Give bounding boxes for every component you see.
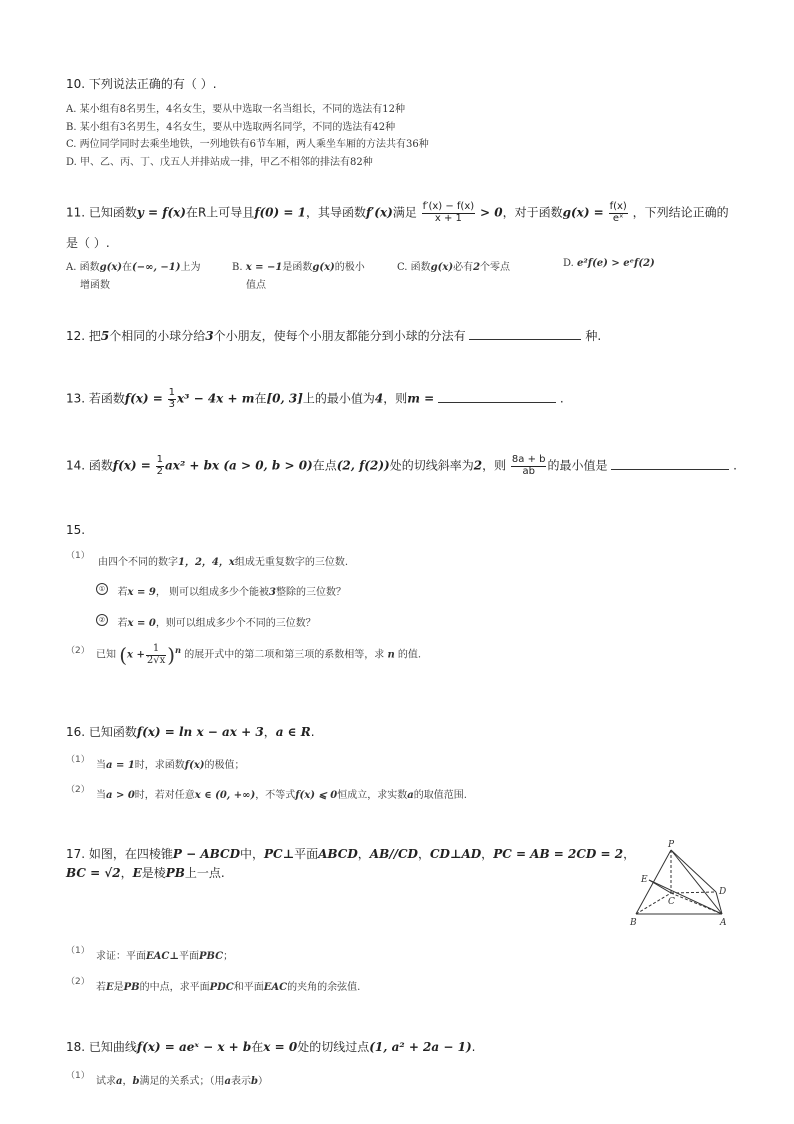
q14-answer-blank[interactable]	[611, 457, 729, 470]
edge-pd	[671, 850, 716, 892]
q15-part1: 由四个不同的数字1，2，4，x组成无重复数字的三位数.	[98, 557, 349, 568]
q15-title: 15.	[66, 523, 86, 537]
q16-part1-label: （1）	[66, 755, 90, 765]
edge-ec	[649, 880, 671, 893]
q12-stem: 12. 把5个相同的小球分给3个小朋友，使每个小朋友都能分到小球的分法有 种.	[66, 329, 602, 343]
q13-stem: 13. 若函数f(x) = $\frac{1}{3}$ x³ − 4x + m在[0, 3]上的最小值为4，则m = .	[66, 387, 564, 410]
q17-stem: 17. 如图，在四棱锥P − ABCD中，PC⊥平面ABCD，AB//CD，CD⊥AD，PC = AB = 2CD = 2，	[66, 847, 636, 861]
q10-stem: 10. 下列说法正确的有（ ）.	[66, 77, 217, 91]
q11-option-b: B. x = −1是函数g(x)的极小	[232, 262, 365, 273]
edge-ca-hidden	[671, 893, 722, 914]
edge-cd-hidden	[671, 892, 716, 893]
q17-part2: 若E是PB的中点，求平面PDC和平面EAC的夹角的余弦值.	[96, 982, 361, 993]
q16-stem: 16. 已知函数f(x) = ln x − ax + 3，a ∈ R.	[66, 725, 315, 739]
q17-pyramid-figure	[624, 838, 744, 930]
q13-answer-blank[interactable]	[438, 390, 556, 403]
q11-option-d: D. e²f(e) > eᵉf(2)	[563, 258, 655, 269]
q14-stem: 14. 函数f(x) = $\frac{1}{2}$ ax² + bx (a > 0, b > 0)在点(2, f(2))处的切线斜率为2，则 $\frac{8a + b}{ab}$ 的最小值是 .	[66, 454, 737, 477]
q16-part2-label: （2）	[66, 785, 90, 795]
edge-pa	[671, 850, 722, 914]
q10-option-c: C. 两位同学同时去乘坐地铁，一列地铁有6节车厢，两人乘坐车厢的方法共有36种	[66, 139, 429, 150]
q11-stem-line2: 是（ ）.	[66, 236, 110, 250]
q10-option-d: D. 甲、乙、丙、丁、戊五人并排站成一排，甲乙不相邻的排法有82种	[66, 157, 373, 168]
q10-option-a: A. 某小组有8名男生，4名女生，要从中选取一名当组长，不同的选法有12种	[66, 104, 406, 115]
label-a: A	[720, 918, 727, 928]
q11-option-b-line2: 值点	[246, 280, 266, 291]
q15-case2: ② 若x = 0，则可以组成多少个不同的三位数？	[96, 614, 316, 629]
q15-case1: ① 若x = 9， 则可以组成多少个能被3整除的三位数？	[96, 583, 346, 598]
edge-ea	[649, 880, 722, 914]
q16-part2: 当a > 0时，若对任意x ∈ (0, +∞)，不等式f(x) ⩽ 0恒成立，求实数a的取值范围.	[96, 790, 467, 801]
q11-option-a: A. 函数g(x)在(−∞, −1)上为	[66, 262, 201, 273]
label-p: P	[668, 840, 675, 850]
q15-part2-label: （2）	[66, 646, 90, 656]
label-b: B	[630, 918, 637, 928]
q12-answer-blank[interactable]	[469, 327, 581, 340]
q11-option-a-line2: 增函数	[80, 280, 110, 291]
label-c: C	[668, 897, 675, 907]
q17-part1-label: （1）	[66, 946, 90, 956]
q17-part1: 求证：平面EAC⊥平面PBC；	[96, 951, 234, 962]
label-e: E	[641, 875, 648, 885]
label-d: D	[719, 887, 727, 897]
q15-part1-label: （1）	[66, 551, 90, 561]
q10-option-b: B. 某小组有3名男生，4名女生，要从中选取两名同学，不同的选法有42种	[66, 122, 396, 133]
q17-part2-label: （2）	[66, 977, 90, 987]
q18-part1: 试求a，b满足的关系式；（用a表示b）	[96, 1076, 268, 1087]
q17-stem-line2: BC = √2，E是棱PB上一点.	[66, 866, 225, 880]
q11-option-c: C. 函数g(x)必有2个零点	[397, 262, 511, 273]
q11-stem: 11. 已知函数y = f(x)在R上可导且f(0) = 1，其导函数f′(x)满足 $\frac{f'(x) - f(x)}{x + 1}$ > 0，对于函数g(x) = $\frac{f(x)}{\text{eˣ}}$ ，下列结论正确的	[66, 201, 729, 224]
q16-part1: 当a = 1时，求函数f(x)的极值；	[96, 760, 245, 771]
q18-stem: 18. 已知曲线f(x) = aeˣ − x + b在x = 0处的切线过点(1, a² + 2a − 1).	[66, 1040, 476, 1054]
q18-part1-label: （1）	[66, 1071, 90, 1081]
q15-part2: 已知 (x + $\frac{1}{2√x}$ )$^n$ 的展开式中的第二项和第三项的系数相等，求 n 的值.	[96, 643, 422, 667]
